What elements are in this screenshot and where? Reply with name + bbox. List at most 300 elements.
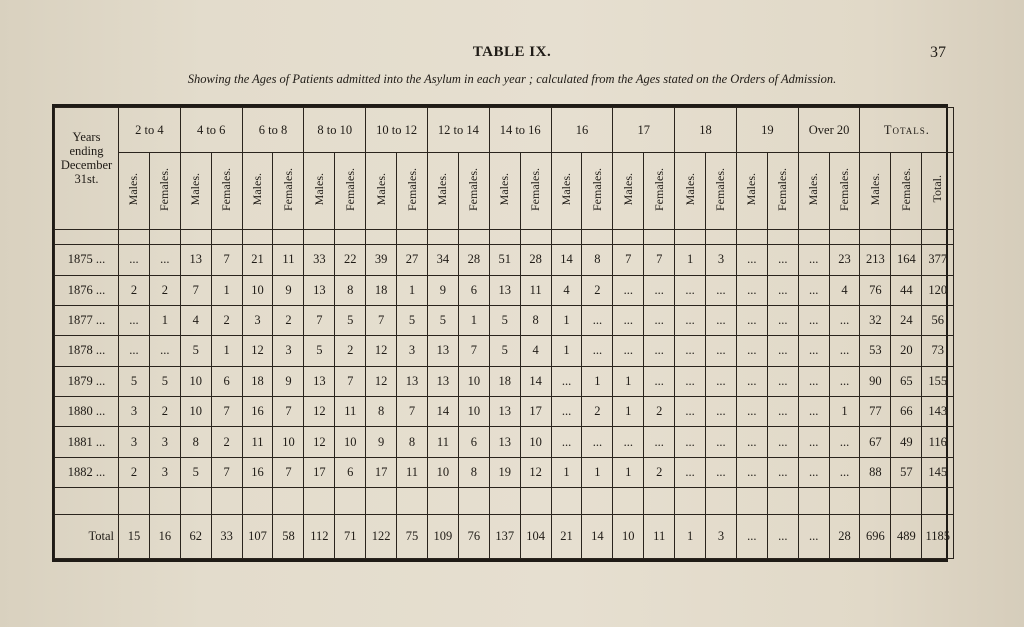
value-cell: ...	[767, 275, 798, 305]
value-cell: ...	[613, 305, 644, 335]
value-cell: 13	[304, 366, 335, 396]
value-cell: 11	[335, 396, 366, 426]
value-cell: 49	[891, 427, 922, 457]
value-cell: 2	[335, 336, 366, 366]
value-cell: ...	[798, 245, 829, 275]
value-cell: ...	[798, 396, 829, 426]
value-cell: 32	[860, 305, 891, 335]
table-row	[55, 305, 954, 335]
females-header	[335, 153, 366, 230]
value-cell: ...	[829, 366, 860, 396]
value-cell: 11	[520, 275, 551, 305]
males-header-label: Males.	[497, 172, 512, 206]
value-cell: 5	[489, 336, 520, 366]
value-cell: ...	[767, 245, 798, 275]
sub-header-row	[55, 153, 954, 230]
blank-cell	[335, 488, 366, 515]
value-cell: 8	[366, 396, 397, 426]
value-cell: 17	[520, 396, 551, 426]
value-cell: ...	[736, 336, 767, 366]
value-cell: 8	[458, 457, 489, 487]
males-header	[180, 153, 211, 230]
males-header	[366, 153, 397, 230]
value-cell: ...	[767, 305, 798, 335]
value-cell: 8	[335, 275, 366, 305]
blank-cell	[149, 230, 180, 245]
blank-cell	[891, 230, 922, 245]
value-cell: 11	[427, 427, 458, 457]
value-cell: 53	[860, 336, 891, 366]
age-group-header: 6 to 8	[242, 108, 304, 153]
females-header	[211, 153, 242, 230]
value-cell: 27	[397, 245, 428, 275]
value-cell: ...	[829, 336, 860, 366]
value-cell: 3	[149, 457, 180, 487]
blank-cell	[489, 488, 520, 515]
value-cell: 5	[304, 336, 335, 366]
total-row	[55, 515, 954, 559]
blank-cell	[922, 488, 954, 515]
table-row	[55, 427, 954, 457]
females-header-label: Females.	[589, 167, 604, 211]
value-cell: ...	[644, 275, 675, 305]
value-cell: 1	[613, 457, 644, 487]
totals-males-header	[860, 153, 891, 230]
value-cell: 107	[242, 515, 273, 559]
blank-cell	[860, 488, 891, 515]
value-cell: 109	[427, 515, 458, 559]
value-cell: 5	[180, 336, 211, 366]
blank-cell	[304, 230, 335, 245]
value-cell: ...	[767, 457, 798, 487]
blank-cell	[397, 230, 428, 245]
blank-cell	[798, 488, 829, 515]
blank-cell	[706, 230, 737, 245]
value-cell: 1	[397, 275, 428, 305]
value-cell: 1	[829, 396, 860, 426]
blank-cell	[922, 230, 954, 245]
value-cell: ...	[551, 427, 582, 457]
value-cell: 2	[273, 305, 304, 335]
value-cell: 20	[891, 336, 922, 366]
age-group-header: 19	[736, 108, 798, 153]
total-label: Total	[55, 515, 119, 559]
value-cell: ...	[675, 457, 706, 487]
value-cell: 14	[427, 396, 458, 426]
value-cell: 9	[273, 275, 304, 305]
table-subtitle: Showing the Ages of Patients admitted into the Asylum in each year ; calculated from the Ages stated on the Orders of Admission.	[187, 72, 837, 86]
value-cell: ...	[767, 336, 798, 366]
blank-cell	[736, 488, 767, 515]
value-cell: 3	[706, 515, 737, 559]
females-header	[149, 153, 180, 230]
value-cell: 5	[149, 366, 180, 396]
blank-cell	[829, 488, 860, 515]
value-cell: ...	[551, 396, 582, 426]
value-cell: 8	[180, 427, 211, 457]
value-cell: ...	[706, 366, 737, 396]
value-cell: 28	[458, 245, 489, 275]
page-number: 37	[930, 44, 946, 61]
value-cell: 10	[520, 427, 551, 457]
value-cell: 7	[613, 245, 644, 275]
age-group-header: 17	[613, 108, 675, 153]
value-cell: 76	[458, 515, 489, 559]
value-cell: 4	[551, 275, 582, 305]
value-cell: 14	[551, 245, 582, 275]
value-cell: 22	[335, 245, 366, 275]
value-cell: 10	[180, 366, 211, 396]
blank-cell	[860, 230, 891, 245]
value-cell: 2	[211, 427, 242, 457]
value-cell: 15	[119, 515, 150, 559]
value-cell: 13	[397, 366, 428, 396]
value-cell: ...	[119, 305, 150, 335]
value-cell: ...	[675, 427, 706, 457]
value-cell: ...	[613, 275, 644, 305]
value-cell: 6	[335, 457, 366, 487]
value-cell: 7	[180, 275, 211, 305]
value-cell: 8	[582, 245, 613, 275]
value-cell: 17	[366, 457, 397, 487]
value-cell: ...	[736, 515, 767, 559]
blank-cell	[211, 488, 242, 515]
blank-cell	[613, 230, 644, 245]
value-cell: 145	[922, 457, 954, 487]
value-cell: ...	[736, 275, 767, 305]
blank-cell	[891, 488, 922, 515]
value-cell: 13	[427, 366, 458, 396]
value-cell: 19	[489, 457, 520, 487]
value-cell: 67	[860, 427, 891, 457]
value-cell: ...	[613, 336, 644, 366]
value-cell: 3	[119, 396, 150, 426]
value-cell: 6	[211, 366, 242, 396]
ages-table	[54, 107, 954, 559]
age-group-header: 16	[551, 108, 613, 153]
value-cell: 11	[273, 245, 304, 275]
value-cell: 13	[304, 275, 335, 305]
spacer-row	[55, 230, 954, 245]
value-cell: 58	[273, 515, 304, 559]
value-cell: 6	[458, 275, 489, 305]
value-cell: 56	[922, 305, 954, 335]
males-header	[427, 153, 458, 230]
value-cell: 13	[489, 427, 520, 457]
value-cell: 1	[551, 457, 582, 487]
age-group-header: 12 to 14	[427, 108, 489, 153]
males-header-label: Males.	[250, 172, 265, 206]
value-cell: ...	[798, 366, 829, 396]
value-cell: 23	[829, 245, 860, 275]
grand-total-header	[922, 153, 954, 230]
value-cell: 1	[551, 305, 582, 335]
females-header-label: Females.	[837, 167, 852, 211]
value-cell: 11	[397, 457, 428, 487]
value-cell: ...	[644, 366, 675, 396]
gap-row	[55, 488, 954, 515]
females-header-label: Females.	[466, 167, 481, 211]
value-cell: 14	[582, 515, 613, 559]
value-cell: ...	[675, 396, 706, 426]
value-cell: 10	[273, 427, 304, 457]
value-cell: ...	[736, 427, 767, 457]
value-cell: 3	[397, 336, 428, 366]
blank-cell	[458, 488, 489, 515]
males-header	[613, 153, 644, 230]
blank-cell	[55, 230, 119, 245]
value-cell: 7	[211, 245, 242, 275]
blank-cell	[242, 488, 273, 515]
value-cell: 12	[304, 396, 335, 426]
females-header	[458, 153, 489, 230]
value-cell: 28	[829, 515, 860, 559]
value-cell: ...	[613, 427, 644, 457]
value-cell: 12	[366, 366, 397, 396]
value-cell: 77	[860, 396, 891, 426]
value-cell: 1	[458, 305, 489, 335]
value-cell: 155	[922, 366, 954, 396]
females-header	[767, 153, 798, 230]
females-header	[273, 153, 304, 230]
males-header	[736, 153, 767, 230]
value-cell: 10	[458, 366, 489, 396]
value-cell: 10	[335, 427, 366, 457]
blank-cell	[242, 230, 273, 245]
blank-cell	[644, 230, 675, 245]
blank-cell	[798, 230, 829, 245]
blank-cell	[335, 230, 366, 245]
value-cell: 2	[582, 275, 613, 305]
value-cell: 137	[489, 515, 520, 559]
males-header-label: Males.	[126, 172, 141, 206]
males-header	[551, 153, 582, 230]
value-cell: ...	[149, 245, 180, 275]
value-cell: 7	[335, 366, 366, 396]
value-cell: 13	[180, 245, 211, 275]
value-cell: ...	[798, 275, 829, 305]
age-group-header: Over 20	[798, 108, 860, 153]
males-header-label: Males.	[620, 172, 635, 206]
blank-cell	[520, 230, 551, 245]
value-cell: 5	[397, 305, 428, 335]
value-cell: ...	[706, 305, 737, 335]
males-header	[304, 153, 335, 230]
value-cell: 16	[242, 396, 273, 426]
blank-cell	[644, 488, 675, 515]
value-cell: 116	[922, 427, 954, 457]
value-cell: ...	[675, 275, 706, 305]
blank-cell	[366, 230, 397, 245]
year-cell: 1875 ...	[55, 245, 119, 275]
blank-cell	[211, 230, 242, 245]
year-cell: 1880 ...	[55, 396, 119, 426]
blank-cell	[829, 230, 860, 245]
females-header-label: Females.	[219, 167, 234, 211]
value-cell: 10	[458, 396, 489, 426]
table-frame	[52, 104, 951, 562]
males-header-label: Males.	[744, 172, 759, 206]
value-cell: ...	[736, 245, 767, 275]
value-cell: 1	[613, 366, 644, 396]
males-header-label: Males.	[559, 172, 574, 206]
females-header-label: Females.	[651, 167, 666, 211]
value-cell: 17	[304, 457, 335, 487]
value-cell: 5	[180, 457, 211, 487]
males-header	[242, 153, 273, 230]
value-cell: 34	[427, 245, 458, 275]
value-cell: 18	[489, 366, 520, 396]
table-row	[55, 457, 954, 487]
year-cell: 1877 ...	[55, 305, 119, 335]
value-cell: 9	[427, 275, 458, 305]
males-header	[489, 153, 520, 230]
value-cell: ...	[767, 366, 798, 396]
value-cell: ...	[706, 457, 737, 487]
blank-cell	[706, 488, 737, 515]
value-cell: 1185	[922, 515, 954, 559]
value-cell: ...	[706, 275, 737, 305]
value-cell: ...	[119, 336, 150, 366]
year-cell: 1881 ...	[55, 427, 119, 457]
blank-cell	[551, 488, 582, 515]
year-cell: 1879 ...	[55, 366, 119, 396]
years-header: Years ending December 31st.	[55, 108, 119, 230]
group-header-row	[55, 108, 954, 153]
value-cell: 3	[242, 305, 273, 335]
females-header-label: Females.	[775, 167, 790, 211]
value-cell: 2	[149, 275, 180, 305]
value-cell: 7	[273, 457, 304, 487]
value-cell: 2	[119, 457, 150, 487]
table-title: TABLE IX.	[472, 44, 552, 60]
value-cell: 2	[582, 396, 613, 426]
females-header-label: Females.	[404, 167, 419, 211]
value-cell: ...	[829, 305, 860, 335]
blank-cell	[582, 488, 613, 515]
value-cell: ...	[675, 366, 706, 396]
value-cell: 24	[891, 305, 922, 335]
blank-cell	[489, 230, 520, 245]
totals-header: Totals.	[860, 108, 954, 153]
value-cell: 7	[366, 305, 397, 335]
females-header	[520, 153, 551, 230]
males-header-label: Males.	[311, 172, 326, 206]
value-cell: 3	[273, 336, 304, 366]
year-cell: 1876 ...	[55, 275, 119, 305]
value-cell: 4	[180, 305, 211, 335]
value-cell: ...	[582, 427, 613, 457]
blank-cell	[119, 230, 150, 245]
value-cell: 13	[489, 396, 520, 426]
value-cell: 164	[891, 245, 922, 275]
value-cell: 1	[149, 305, 180, 335]
grand-total-header-label: Total.	[930, 175, 945, 203]
value-cell: ...	[767, 515, 798, 559]
blank-cell	[366, 488, 397, 515]
blank-cell	[427, 230, 458, 245]
value-cell: ...	[736, 305, 767, 335]
value-cell: 12	[366, 336, 397, 366]
value-cell: 18	[366, 275, 397, 305]
value-cell: 1	[675, 515, 706, 559]
value-cell: 13	[427, 336, 458, 366]
value-cell: 51	[489, 245, 520, 275]
value-cell: ...	[736, 457, 767, 487]
value-cell: ...	[829, 457, 860, 487]
totals-females-header	[891, 153, 922, 230]
totals-males-header-label: Males.	[867, 172, 882, 206]
blank-cell	[613, 488, 644, 515]
value-cell: 8	[397, 427, 428, 457]
value-cell: 33	[211, 515, 242, 559]
value-cell: 2	[644, 396, 675, 426]
blank-cell	[119, 488, 150, 515]
table-row	[55, 396, 954, 426]
value-cell: 5	[119, 366, 150, 396]
year-cell: 1882 ...	[55, 457, 119, 487]
value-cell: 75	[397, 515, 428, 559]
value-cell: 57	[891, 457, 922, 487]
value-cell: ...	[551, 366, 582, 396]
value-cell: 16	[149, 515, 180, 559]
value-cell: 2	[119, 275, 150, 305]
value-cell: ...	[644, 336, 675, 366]
value-cell: 10	[613, 515, 644, 559]
value-cell: 16	[242, 457, 273, 487]
males-header	[798, 153, 829, 230]
blank-cell	[304, 488, 335, 515]
value-cell: 7	[273, 396, 304, 426]
blank-cell	[273, 230, 304, 245]
males-header-label: Males.	[435, 172, 450, 206]
value-cell: ...	[582, 336, 613, 366]
females-header	[397, 153, 428, 230]
age-group-header: 8 to 10	[304, 108, 366, 153]
blank-cell	[582, 230, 613, 245]
value-cell: 13	[489, 275, 520, 305]
value-cell: 104	[520, 515, 551, 559]
females-header	[644, 153, 675, 230]
value-cell: ...	[829, 427, 860, 457]
value-cell: 122	[366, 515, 397, 559]
totals-females-header-label: Females.	[898, 167, 913, 211]
value-cell: 112	[304, 515, 335, 559]
value-cell: 9	[366, 427, 397, 457]
value-cell: 1	[551, 336, 582, 366]
value-cell: ...	[798, 457, 829, 487]
blank-cell	[675, 488, 706, 515]
value-cell: 9	[273, 366, 304, 396]
blank-cell	[551, 230, 582, 245]
value-cell: 1	[211, 275, 242, 305]
value-cell: 7	[644, 245, 675, 275]
value-cell: 3	[149, 427, 180, 457]
age-group-header: 10 to 12	[366, 108, 428, 153]
males-header	[675, 153, 706, 230]
value-cell: 21	[242, 245, 273, 275]
value-cell: 1	[613, 396, 644, 426]
value-cell: 5	[427, 305, 458, 335]
value-cell: 7	[304, 305, 335, 335]
table-row	[55, 336, 954, 366]
value-cell: 28	[520, 245, 551, 275]
value-cell: 18	[242, 366, 273, 396]
value-cell: 696	[860, 515, 891, 559]
value-cell: 10	[180, 396, 211, 426]
value-cell: 1	[582, 366, 613, 396]
females-header	[706, 153, 737, 230]
